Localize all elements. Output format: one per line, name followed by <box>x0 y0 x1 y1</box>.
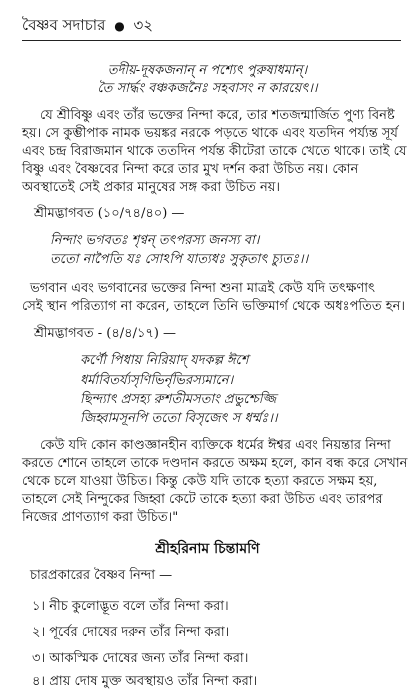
verse2-line: নিন্দাং ভগবতঃ শৃণ্বন্ তৎপরস্য জনস্য বা। <box>50 233 260 248</box>
para1-line: এবং চন্দ্র বিরাজমান থাকে ততদিন পর্যন্ত কীটেরা তাকে খেতে থাকে। তাই যে <box>22 144 407 159</box>
para1-line: অবস্থাতেই সেই প্রকার মানুষের সঙ্গ করা উচিত নয়। <box>22 180 281 195</box>
list-intro: চারপ্রকারের বৈষ্ণব নিন্দা — <box>30 568 173 583</box>
para3-line: তাহলে সেই নিন্দুকের জিহ্বা কেটে তাকে হত্যা করা উচিত এবং তারপর <box>22 492 383 507</box>
verse2-line: ততো নাপৈতি যঃ সোঽপি যাত্যধঃ সুকৃতাৎ চ্যুতঃ।। <box>50 252 309 267</box>
list-item: ৪। প্রায় দোষ মুক্ত অবস্থায়ও তাঁর নিন্দা করা। <box>32 674 258 689</box>
para2-line: সেই স্থান পরিত্যাগ না করেন, তাহলে তিনি ভক্তিমার্গ থেকে অধঃপতিত হন। <box>22 299 406 314</box>
list-item: ২। পূর্বের দোষের দরুন তাঁর নিন্দা করা। <box>32 625 230 640</box>
list-item: ১। নীচ কুলোদ্ভূত বলে তাঁর নিন্দা করা। <box>32 599 229 614</box>
para3-line: করতে শোনে তাহলে তাকে দণ্ডদান করতে অক্ষম হলে, কান বন্ধ করে সেখান <box>22 456 408 471</box>
verse1-line: তৈ সার্দ্ধং বঞ্চকজনৈঃ সহবাসং ন কারয়েৎ।। <box>97 81 318 96</box>
para1-line: হয়। সে কুম্ভীপাক নামক ভয়ঙ্কর নরকে পড়তে থাকে এবং যতদিন পর্য্যন্ত সূর্য <box>22 126 398 141</box>
page-number: ৩২ <box>133 16 153 34</box>
para1-line: যে শ্রীবিষ্ণু এবং তাঁর ভক্তের নিন্দা করে, তার শতজন্মার্জিত পুণ্য বিনষ্ট <box>40 108 395 123</box>
book-title: বৈষ্ণব সদাচার <box>22 16 106 34</box>
para1-line: বিষ্ণু এবং বৈষ্ণবের নিন্দা করে তার মুখ দর্শন করা উচিত নয়। কোন <box>22 162 359 177</box>
section-title: শ্রীহরিনাম চিন্তামণি <box>155 541 260 557</box>
verse3-line: ধর্মাবিতর্য্যসৃণিভির্নৃভিরস্যমানে। <box>80 373 234 388</box>
para3-line: নিজের প্রাণত্যাগ করা উচিত।" <box>22 510 179 525</box>
verse3-line: ছিন্দ্যাৎ প্রসহ্য রুশতীমসতাং প্রভুশ্চেজ্জি <box>80 392 277 407</box>
reference-bhagavatam-1: শ্রীমদ্ভাগবত (১০/৭৪/৪০) — <box>34 206 185 221</box>
reference-bhagavatam-2: শ্রীমদ্ভাগবত - (৪/৪/১৭) — <box>34 326 177 341</box>
para2-line: ভগবান এবং ভগবানের ভক্তের নিন্দা শুনা মাত্রই কেউ যদি তৎক্ষণাৎ <box>30 281 375 296</box>
verse3-line: কর্ণৌ পিধায় নিরিয়াদ্ যদকল্প ঈশে <box>80 353 249 368</box>
header-bullet: ● <box>114 19 125 33</box>
para3-line: থেকে চলে যাওয়া উচিত। কিন্তু কেউ যদি তাকে হত্যা করতে সক্ষম হয়, <box>22 474 378 489</box>
running-header <box>22 10 401 41</box>
verse1-line: তদীয়-দূষকজনান্ ন পশ্যেৎ পুরুষাধমান্। <box>107 63 308 78</box>
list-item: ৩। আকস্মিক দোষের জন্য তাঁর নিন্দা করা। <box>32 651 249 666</box>
para3-line: কেউ যদি কোন কাণ্ডজ্ঞানহীন ব্যক্তিকে ধর্মের ঈশ্বর এবং নিয়ন্তার নিন্দা <box>40 438 391 453</box>
verse3-line: জিহ্বামসূনপি ততো বিসৃজেৎ স ধর্ম্মঃ।। <box>80 411 278 426</box>
